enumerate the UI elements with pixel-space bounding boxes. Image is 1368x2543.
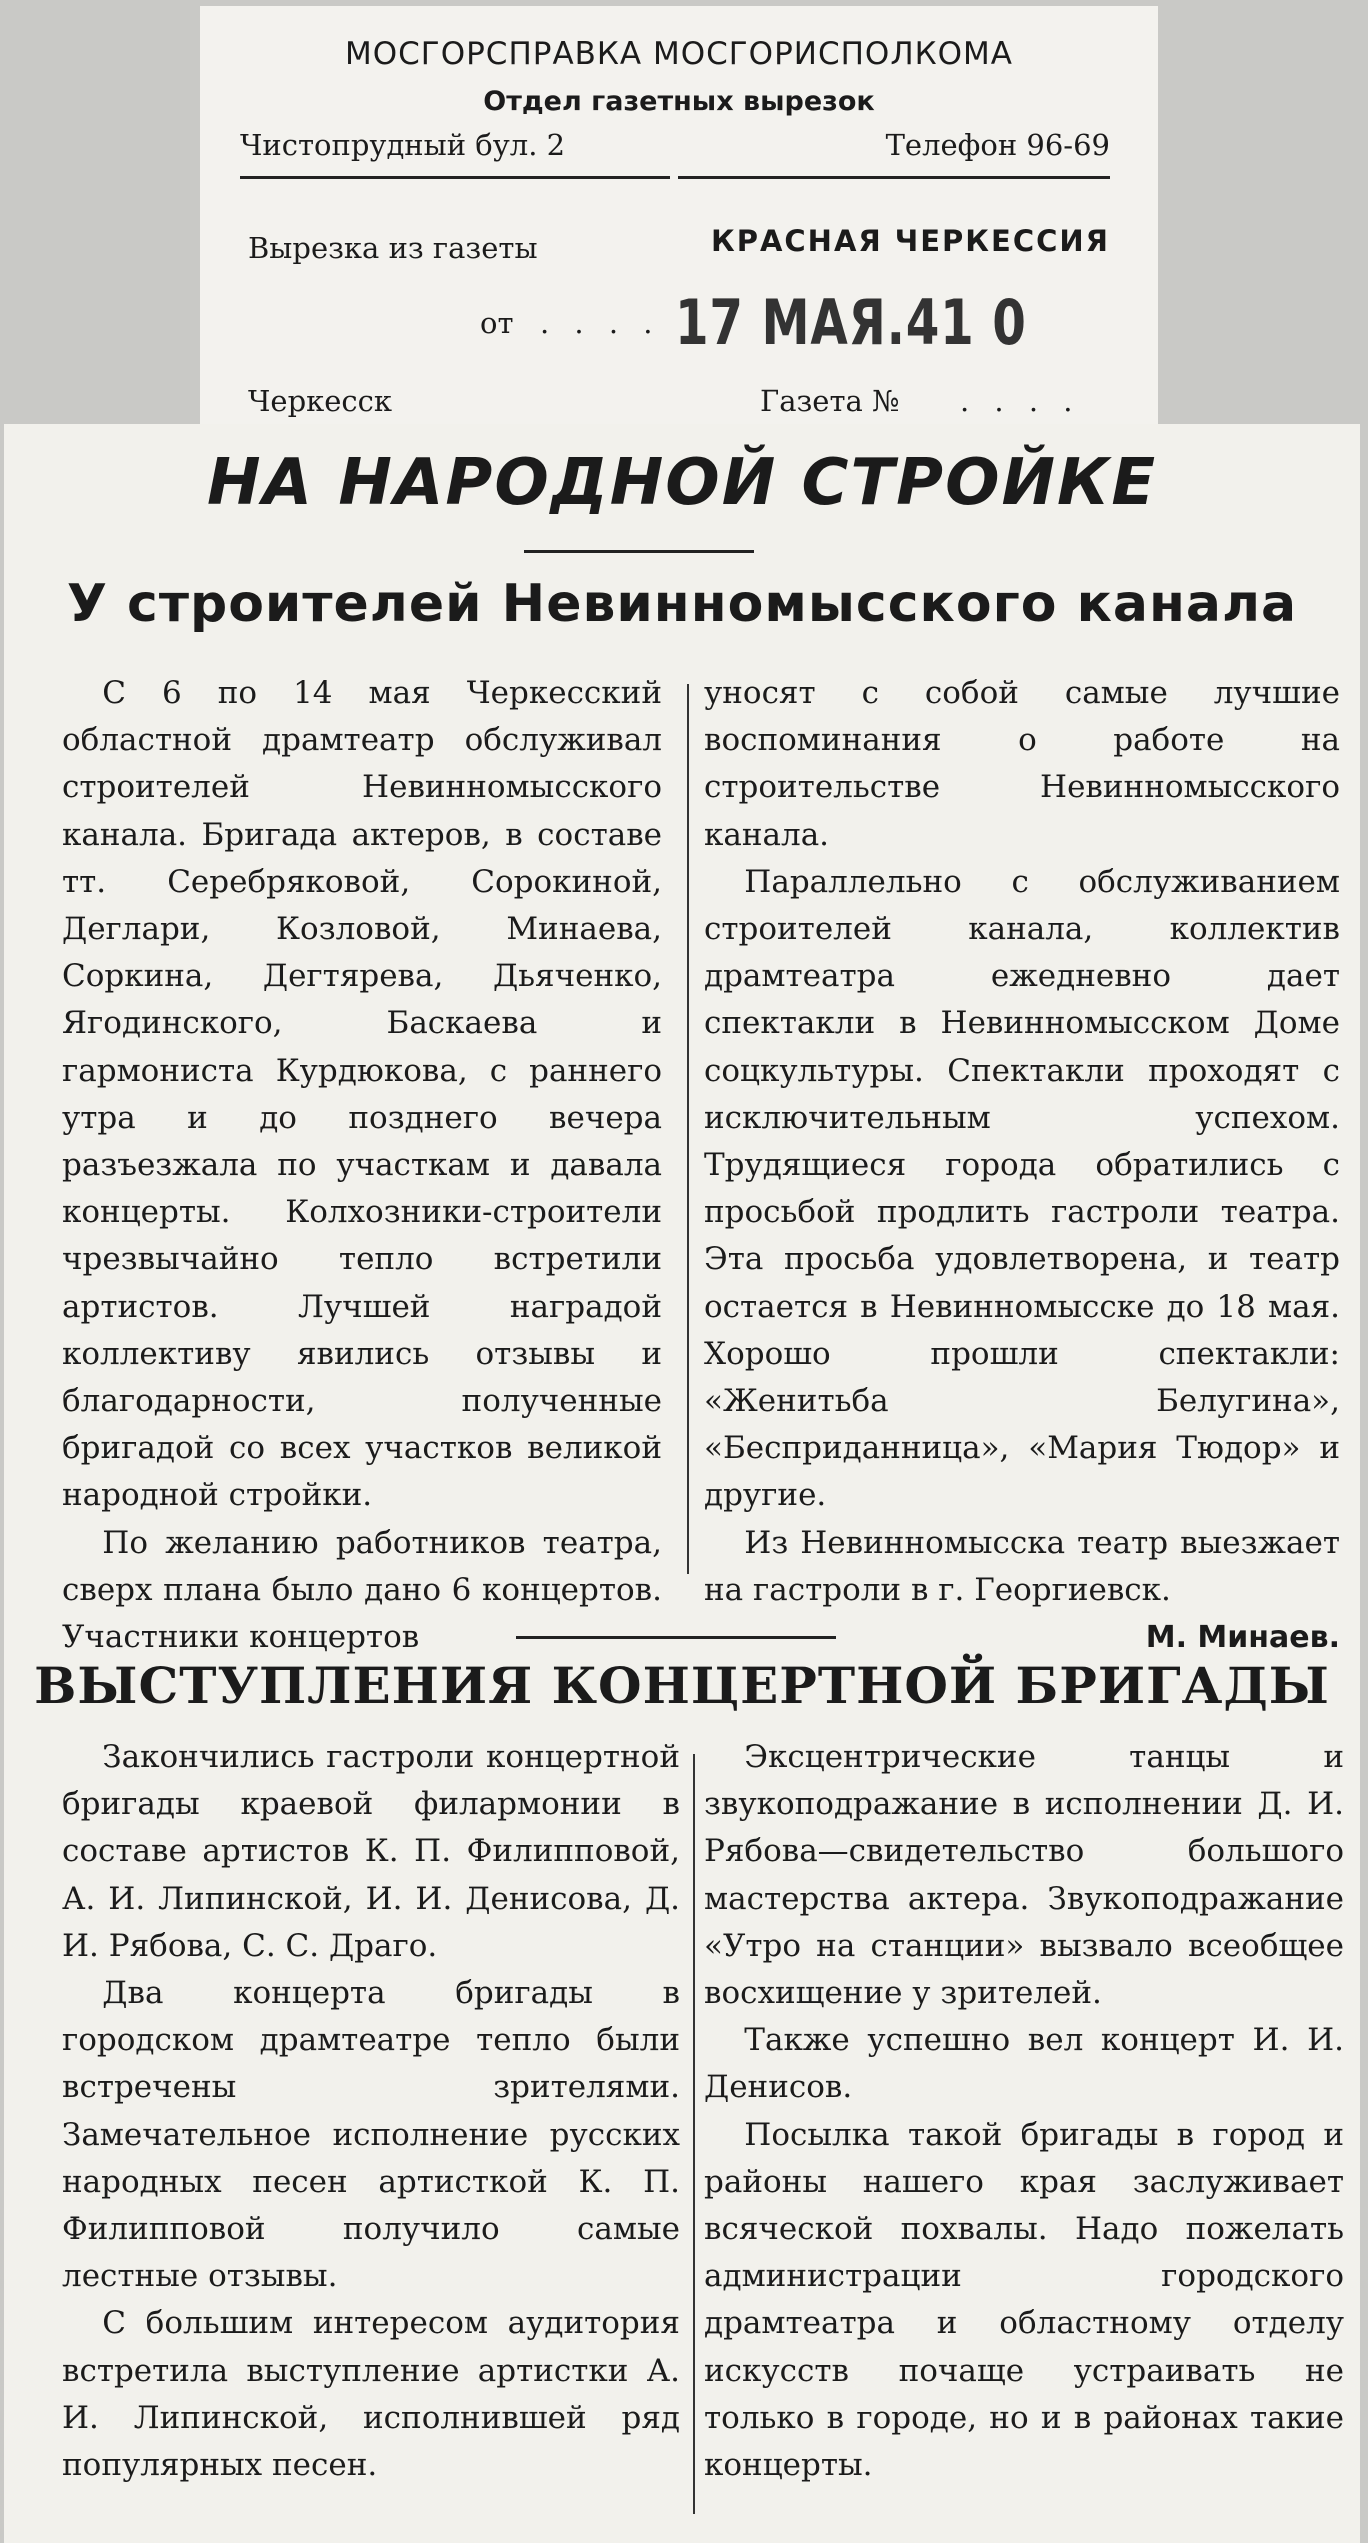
city: Черкесск (248, 384, 393, 418)
paragraph: Два концерта бригады в городском драмтеатре тепло были встречены зрителями. Замечательное исполнение русских народных песен артисткой К. П. Филипповой получило самые лестные отзывы. (62, 1975, 680, 2295)
column-divider (687, 684, 689, 1574)
divider (240, 176, 670, 179)
date-stamp: 17 МАЯ.41 0 (675, 286, 1027, 359)
author-signature: М. Минаев. (1145, 1620, 1340, 1656)
article-right-column (704, 670, 1340, 1661)
paragraph: С большим интересом аудитория встретила выступление артистки А. И. Липинской, исполнившей ряд популярных песен. (62, 2305, 680, 2484)
paragraph: Посылка такой бригады в город и районы нашего края заслуживает всяческой похвалы. Надо пожелать администрации городского драмтеатра и областному отделу искусств почаще устраивать не только в городе, но и в районах такие концерты. (704, 2116, 1344, 2484)
paragraph: По желанию работников театра, сверх плана было дано 6 концертов. Участники концертов (62, 1524, 662, 1656)
paragraph: Эксцентрические танцы и звукоподражание в исполнении Д. И. Рябова—свидетельство большого мастерства актера. Звукоподражание «Утро на станции» вызвало всеобщее восхищение у зрителей. (704, 1739, 1344, 2012)
divider (678, 176, 1110, 179)
column-divider (693, 1754, 695, 2514)
newspaper-clipping (4, 424, 1360, 2543)
phone: Телефон 96-69 (885, 128, 1110, 162)
newspaper-name: КРАСНАЯ ЧЕРКЕССИЯ (710, 224, 1110, 258)
bureau-title: МОСГОРСПРАВКА МОСГОРИСПОЛКОМА (345, 36, 1013, 72)
article-left-column (62, 670, 662, 1661)
paragraph: уносят с собой самые лучшие воспоминания о работе на строительстве Невинномысского канала. (704, 675, 1340, 853)
department-title: Отдел газетных вырезок (483, 86, 875, 117)
divider (524, 550, 754, 553)
clipping-service-card (200, 6, 1158, 426)
clipping-label: Вырезка из газеты (248, 231, 538, 265)
paragraph: Параллельно с обслуживанием строителей канала, коллектив драмтеатра ежедневно дает спектакли в Невинномысском Доме соцкультуры. Спектакли проходят с исключительным успехом. Трудящиеся города обратились с просьбой продлить гастроли театра. Эта просьба удовлетворена, и театр остается в Невинномысске до 18 мая. Хорошо прошли спектакли: «Женитьба Белугина», «Бесприданница», «Мария Тюдор» и другие. (704, 863, 1340, 1514)
date-dots: . . . . (540, 306, 661, 340)
paragraph: Из Невинномысска театр выезжает на гастроли в г. Георгиевск. (704, 1524, 1340, 1608)
from-label: от (480, 306, 514, 340)
divider (516, 1636, 836, 1639)
paragraph: С 6 по 14 мая Черкесский областной драмтеатр обслуживал строителей Невинномысского канала. Бригада актеров, в составе тт. Серебряковой, Сорокиной, Деглари, Козловой, Минаева, Соркина, Дегтярева, Дьяченко, Ягодинского, Баскаева и гармониста Курдюкова, с раннего утра и до позднего вечера разъезжала по участкам и давала концерты. Колхозники-строители чрезвычайно тепло встретили артистов. Лучшей наградой коллективу явились отзывы и благодарности, полученные бригадой со всех участков великой народной стройки. (62, 675, 662, 1514)
article-headline: ВЫСТУПЛЕНИЯ КОНЦЕРТНОЙ БРИГАДЫ (34, 1656, 1330, 1715)
article-headline: У строителей Невинномысского канала (66, 574, 1298, 634)
issue-dots: . . . . (960, 384, 1081, 418)
issue-label: Газета № (760, 384, 900, 418)
address: Чистопрудный бул. 2 (240, 128, 566, 162)
article-right-column (704, 1734, 1344, 2489)
article-left-column (62, 1734, 680, 2489)
paragraph: Также успешно вел концерт И. И. Денисов. (704, 2022, 1344, 2106)
rubric-title: НА НАРОДНОЙ СТРОЙКЕ (206, 446, 1158, 520)
paragraph: Закончились гастроли концертной бригады краевой филармонии в составе артистов К. П. Филипповой, А. И. Липинской, И. И. Денисова, Д. И. Рябова, С. С. Драго. (62, 1739, 680, 1964)
